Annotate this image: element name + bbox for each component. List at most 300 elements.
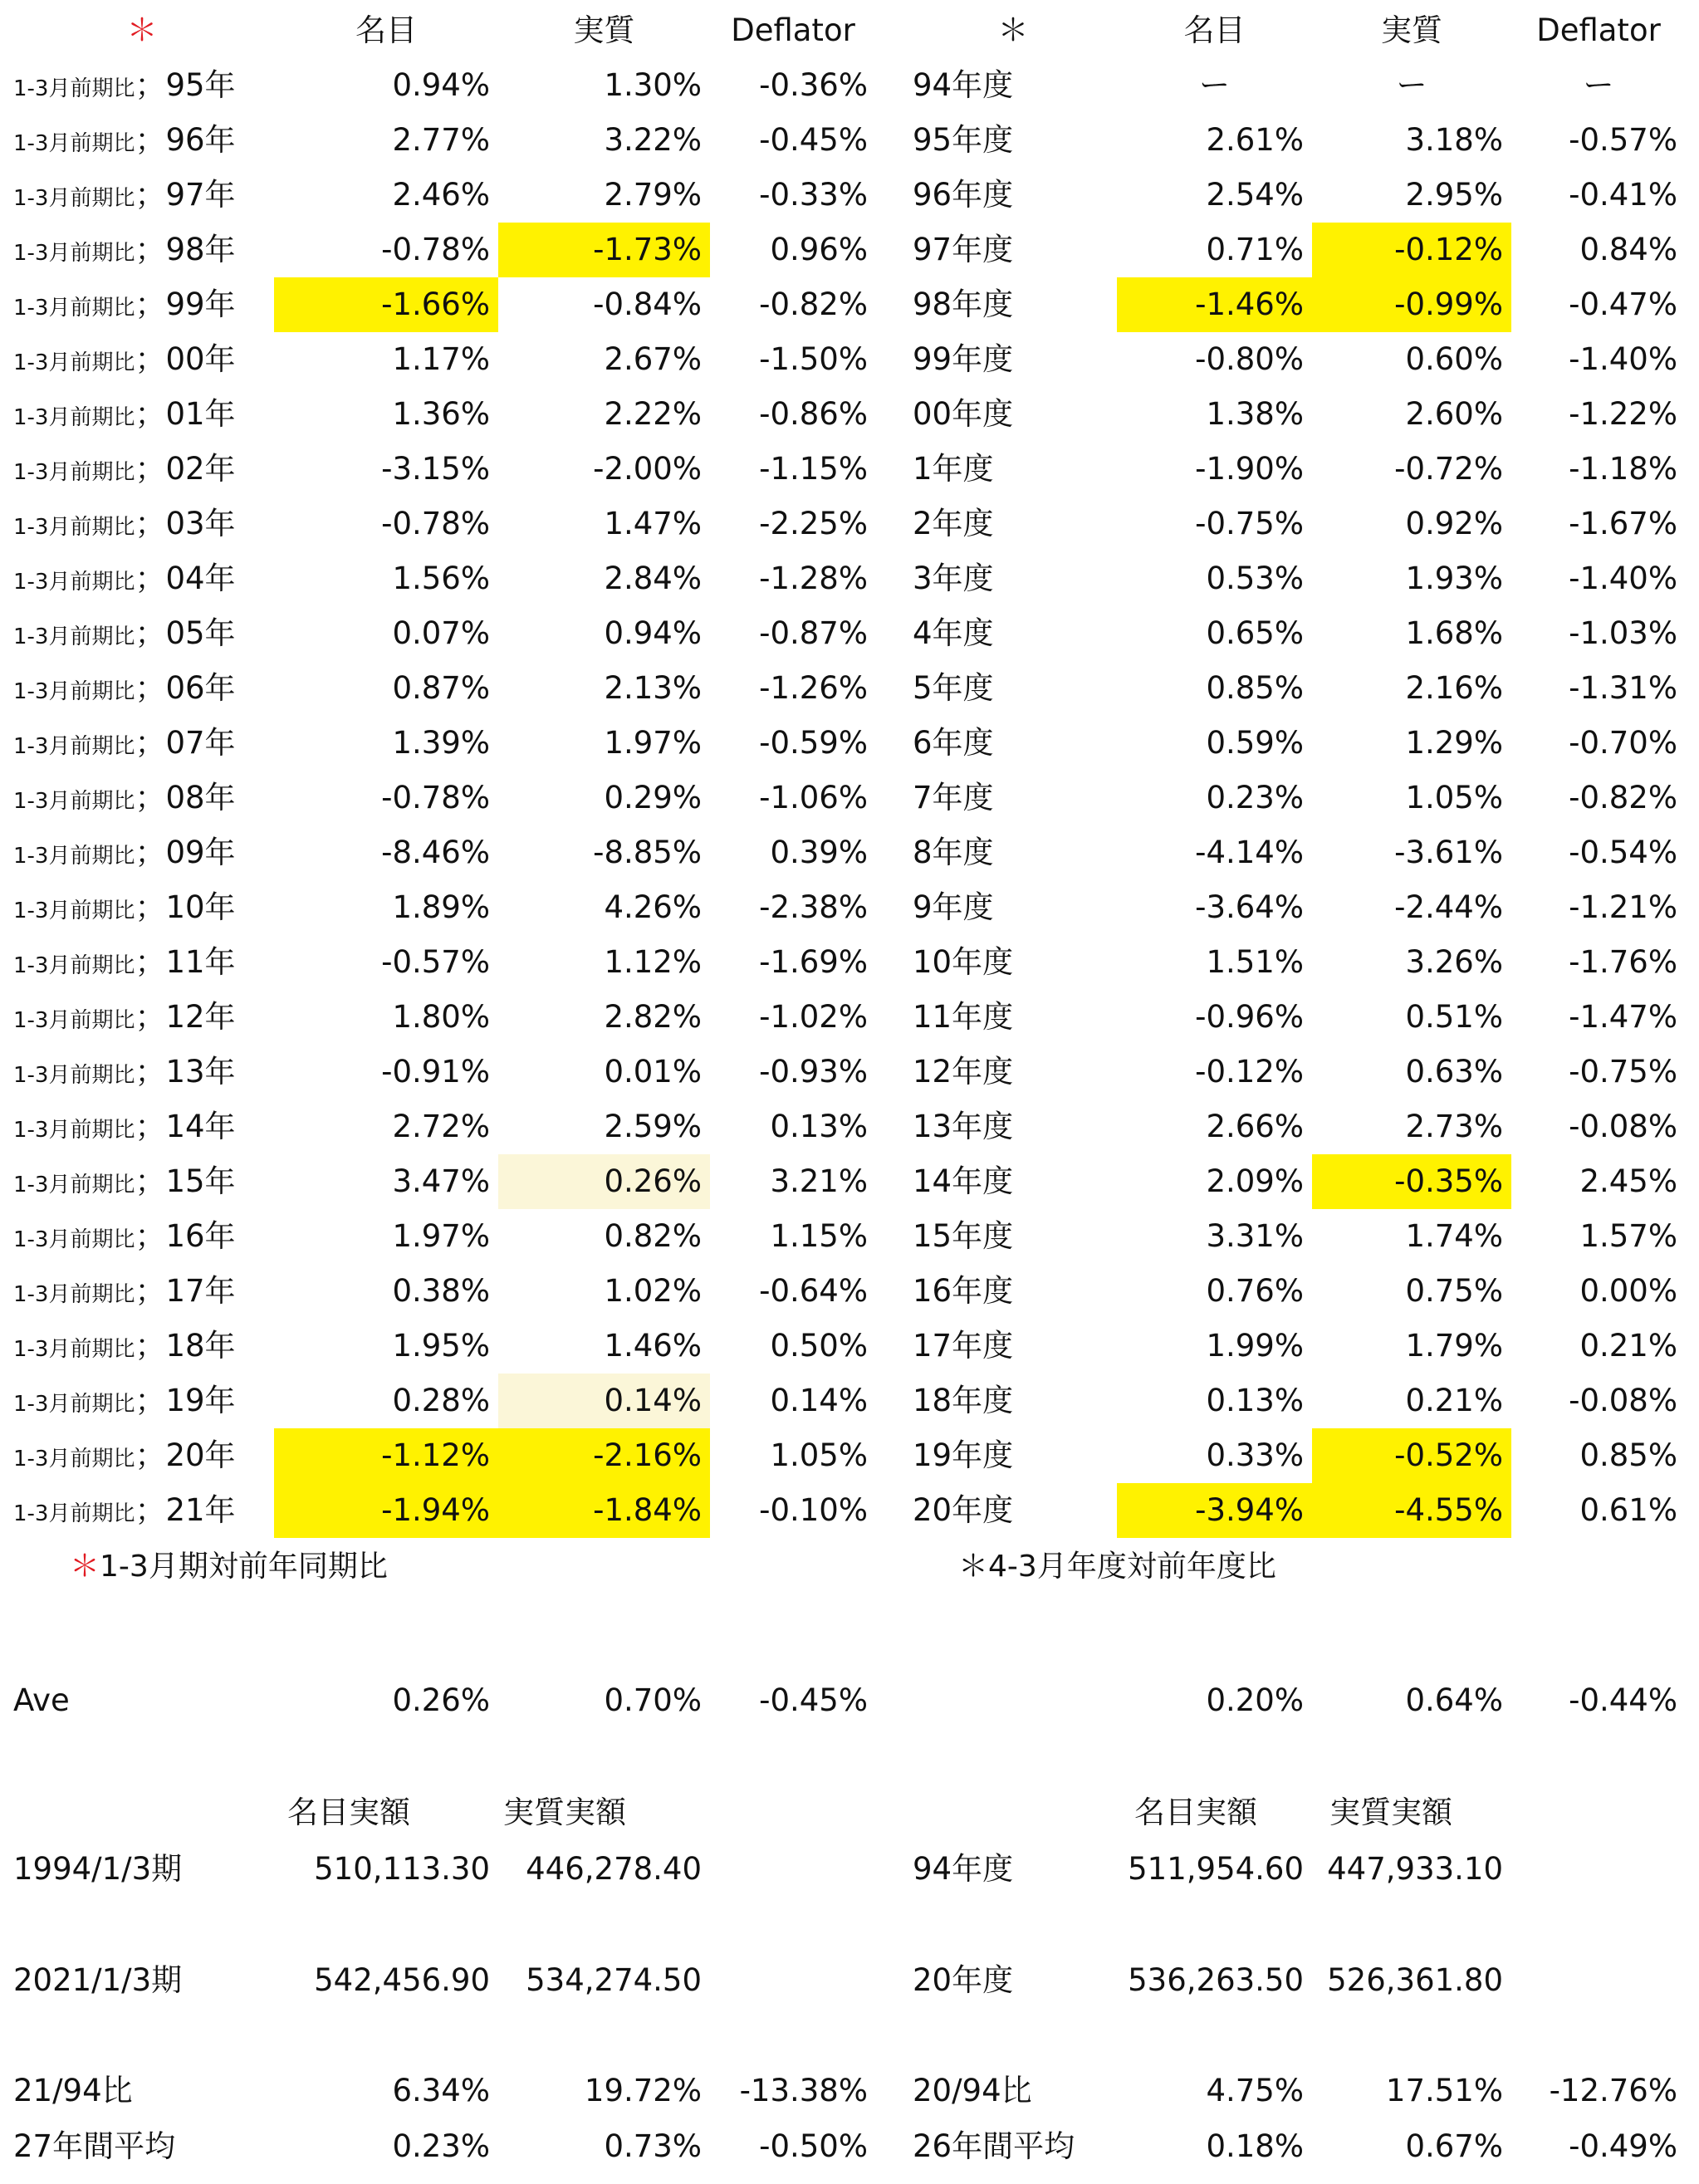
left-cell-deflator: -2.25% [759,506,868,541]
left-cell-real: 1.97% [604,725,702,761]
row-year: ；05年 [135,615,236,651]
left-cell-real: -1.73% [498,223,710,277]
right-cell-real: -0.52% [1312,1428,1511,1483]
row-prefix: 1-3月前期比 [13,953,135,978]
left-cell-nominal: 1.95% [392,1328,490,1364]
right-cell-deflator: -1.31% [1569,670,1677,706]
right-cell-deflator: 0.84% [1579,232,1677,267]
left-amount-nominal: 510,113.30 [314,1851,490,1887]
left-ratio-nominal: 6.34% [392,2073,490,2108]
row-year: ；13年 [135,1054,236,1090]
left-cell-real: 2.13% [604,670,702,706]
right-cell-deflator: -0.08% [1569,1383,1677,1418]
left-header-star: ＊ [126,12,158,48]
left-cell-real: 1.46% [604,1328,702,1364]
left-row-label [10,58,274,113]
right-ave-deflator: -0.44% [1569,1682,1677,1718]
right-cell-nominal: -3.94% [1117,1483,1312,1538]
row-prefix: 1-3月前期比 [13,1118,135,1143]
left-row-label [10,1319,274,1374]
left-row-label [10,387,274,442]
left-cell-nominal: 0.28% [392,1383,490,1418]
right-cell-nominal: -0.96% [1195,999,1304,1035]
left-cell-deflator: -1.15% [759,451,868,487]
right-avg-label: 26年間平均 [913,2128,1075,2164]
right-cell-deflator: -1.40% [1569,561,1677,596]
row-year: ；02年 [135,451,236,487]
row-year: ；12年 [135,999,236,1035]
right-cell-real: -4.55% [1312,1483,1511,1538]
left-cell-nominal: -8.46% [381,835,490,870]
right-cell-deflator: -0.70% [1569,725,1677,761]
right-cell-real: 1.79% [1405,1328,1503,1364]
right-cell-deflator: -1.21% [1569,889,1677,925]
left-cell-deflator: 0.39% [770,835,868,870]
left-header-deflator: Deflator [731,12,855,48]
right-row-label: 4年度 [913,615,994,651]
right-header-deflator: Deflator [1536,12,1661,48]
right-amount-header-real: 実質実額 [1329,1795,1452,1830]
right-row-label: 12年度 [913,1054,1014,1090]
right-cell-nominal: -0.80% [1195,341,1304,377]
right-amount-nominal: 511,954.60 [1128,1851,1304,1887]
right-amount-label: 20年度 [913,1962,1014,1998]
left-amount-header-real: 実質実額 [503,1795,626,1830]
left-cell-nominal: -1.66% [274,277,498,332]
left-cell-nominal: 1.39% [392,725,490,761]
right-avg-real: 0.67% [1405,2128,1503,2164]
left-row-label [10,771,274,825]
right-cell-real: 0.51% [1405,999,1503,1035]
right-cell-deflator: -0.41% [1569,177,1677,213]
row-year: ；15年 [135,1163,236,1199]
left-cell-nominal: 2.46% [392,177,490,213]
right-cell-real: -2.44% [1394,889,1503,925]
row-year: ；09年 [135,835,236,870]
left-cell-nominal: -1.12% [274,1428,498,1483]
right-cell-nominal: -0.75% [1195,506,1304,541]
left-cell-real: 0.82% [604,1218,702,1254]
row-year: ；10年 [135,889,236,925]
left-cell-real: 1.47% [604,506,702,541]
left-cell-real: 2.79% [604,177,702,213]
row-prefix: 1-3月前期比 [13,1447,135,1472]
row-prefix: 1-3月前期比 [13,350,135,375]
ave-label: Ave [13,1682,70,1718]
left-cell-deflator: 3.21% [770,1163,868,1199]
row-prefix: 1-3月前期比 [13,131,135,156]
left-ratio-deflator: -13.38% [739,2073,868,2108]
left-cell-nominal: 2.72% [392,1109,490,1144]
left-cell-nominal: 0.38% [392,1273,490,1309]
left-avg-deflator: -0.50% [759,2128,868,2164]
left-ave-nominal: 0.26% [392,1682,490,1718]
left-row-label [10,1483,274,1538]
right-cell-nominal: -3.64% [1195,889,1304,925]
right-cell-real: 1.68% [1405,615,1503,651]
row-prefix: 1-3月前期比 [13,789,135,814]
left-row-label [10,277,274,332]
left-cell-deflator: 0.50% [770,1328,868,1364]
left-cell-deflator: -2.38% [759,889,868,925]
right-row-label: 16年度 [913,1273,1014,1309]
row-year: ；96年 [135,122,236,158]
right-header-real: 実質 [1381,12,1442,48]
right-cell-deflator: -0.47% [1569,286,1677,322]
left-amount-label: 2021/1/3期 [13,1962,183,1998]
left-cell-real: 0.94% [604,615,702,651]
right-row-label: 98年度 [913,286,1014,322]
right-row-label: 11年度 [913,999,1014,1035]
row-prefix: 1-3月前期比 [13,570,135,595]
right-cell-nominal: 2.66% [1206,1109,1304,1144]
row-year: ；99年 [135,286,236,322]
row-prefix: 1-3月前期比 [13,1063,135,1088]
right-cell-deflator: -1.22% [1569,396,1677,432]
row-prefix: 1-3月前期比 [13,460,135,485]
left-row-label [10,168,274,223]
row-prefix: 1-3月前期比 [13,241,135,266]
right-avg-deflator: -0.49% [1569,2128,1677,2164]
right-cell-real: -3.61% [1394,835,1503,870]
right-cell-deflator: -0.08% [1569,1109,1677,1144]
left-row-label [10,1428,274,1483]
left-header-real: 実質 [573,12,635,48]
row-year: ；98年 [135,232,236,267]
row-prefix: 1-3月前期比 [13,624,135,649]
left-row-label [10,990,274,1045]
row-prefix: 1-3月前期比 [13,844,135,869]
row-year: ；00年 [135,341,236,377]
right-cell-nominal: -0.12% [1195,1054,1304,1090]
left-cell-real: 1.30% [604,67,702,103]
left-row-label [10,606,274,661]
right-cell-real: 1.05% [1405,780,1503,815]
right-row-label: 6年度 [913,725,994,761]
row-year: ；11年 [135,944,236,980]
right-cell-nominal: 1.99% [1206,1328,1304,1364]
right-cell-nominal: 3.31% [1206,1218,1304,1254]
left-row-label [10,497,274,551]
right-row-label: 99年度 [913,341,1014,377]
right-cell-deflator: -1.03% [1569,615,1677,651]
left-row-label [10,113,274,168]
right-row-label: 97年度 [913,232,1014,267]
right-row-label: 19年度 [913,1437,1014,1473]
left-cell-real: 2.82% [604,999,702,1035]
right-cell-deflator: 1.57% [1579,1218,1677,1254]
left-cell-real: 2.59% [604,1109,702,1144]
left-amount-label: 1994/1/3期 [13,1851,183,1887]
row-year: ；06年 [135,670,236,706]
left-cell-real: 0.26% [498,1154,710,1209]
left-cell-real: 2.84% [604,561,702,596]
left-cell-deflator: -1.69% [759,944,868,980]
left-cell-real: 0.29% [604,780,702,815]
left-cell-real: -1.84% [498,1483,710,1538]
row-year: ；20年 [135,1437,236,1473]
left-cell-nominal: -0.78% [381,506,490,541]
left-cell-nominal: 3.47% [392,1163,490,1199]
right-row-label: 5年度 [913,670,994,706]
right-footnote [955,1540,1536,1594]
row-year: ；07年 [135,725,236,761]
left-cell-nominal: 1.56% [392,561,490,596]
right-row-label: 2年度 [913,506,994,541]
left-amount-real: 534,274.50 [526,1962,702,1998]
left-cell-nominal: 0.94% [392,67,490,103]
row-year: ；19年 [135,1383,236,1418]
left-ratio-label: 21/94比 [13,2073,133,2108]
right-cell-real: 1.74% [1405,1218,1503,1254]
left-cell-nominal: -0.78% [381,232,490,267]
left-cell-deflator: 0.13% [770,1109,868,1144]
left-avg-nominal: 0.23% [392,2128,490,2164]
right-cell-deflator: ー [1583,67,1614,103]
row-prefix: 1-3月前期比 [13,1501,135,1526]
left-amount-real: 446,278.40 [526,1851,702,1887]
left-row-label [10,935,274,990]
row-prefix: 1-3月前期比 [13,679,135,704]
right-cell-deflator: -1.47% [1569,999,1677,1035]
left-cell-deflator: -0.59% [759,725,868,761]
right-row-label: 14年度 [913,1163,1014,1199]
right-row-label: 96年度 [913,177,1014,213]
right-cell-deflator: 2.45% [1579,1163,1677,1199]
row-year: ；08年 [135,780,236,815]
asterisk-icon: ＊ [70,1550,100,1584]
left-row-label [10,1209,274,1264]
right-amount-real: 526,361.80 [1327,1962,1503,1998]
right-cell-nominal: 0.71% [1206,232,1304,267]
row-year: ；95年 [135,67,236,103]
right-cell-nominal: 0.85% [1206,670,1304,706]
left-cell-nominal: 0.07% [392,615,490,651]
right-row-label: 20年度 [913,1492,1014,1528]
row-year: ；01年 [135,396,236,432]
right-cell-nominal: 0.76% [1206,1273,1304,1309]
right-cell-nominal: 2.61% [1206,122,1304,158]
right-cell-nominal: 0.59% [1206,725,1304,761]
left-cell-real: 0.01% [604,1054,702,1090]
right-cell-real: 0.21% [1405,1383,1503,1418]
left-cell-deflator: -0.93% [759,1054,868,1090]
left-row-label [10,1374,274,1428]
right-cell-nominal: 2.09% [1206,1163,1304,1199]
right-cell-deflator: 0.61% [1579,1492,1677,1528]
left-cell-nominal: 1.89% [392,889,490,925]
left-cell-deflator: -1.06% [759,780,868,815]
left-amount-header-nominal: 名目実額 [287,1795,410,1830]
right-cell-deflator: 0.85% [1579,1437,1677,1473]
left-cell-nominal: -0.78% [381,780,490,815]
left-cell-deflator: -0.36% [759,67,868,103]
footnote-text: 1-3月期対前年同期比 [100,1550,388,1584]
left-cell-deflator: -0.33% [759,177,868,213]
right-cell-deflator: -0.57% [1569,122,1677,158]
left-cell-real: -2.00% [593,451,702,487]
left-cell-deflator: -0.45% [759,122,868,158]
right-row-label: 9年度 [913,889,994,925]
right-cell-real: 0.92% [1405,506,1503,541]
right-row-label: 95年度 [913,122,1014,158]
left-avg-label: 27年間平均 [13,2128,176,2164]
left-row-label [10,1099,274,1154]
right-header-star: ＊ [997,12,1029,48]
row-prefix: 1-3月前期比 [13,1008,135,1033]
right-header-nominal: 名目 [1183,12,1246,48]
right-cell-nominal: -1.46% [1117,277,1312,332]
right-row-label: 17年度 [913,1328,1014,1364]
right-cell-nominal: -4.14% [1195,835,1304,870]
right-cell-nominal: 1.38% [1206,396,1304,432]
left-cell-real: 3.22% [604,122,702,158]
right-cell-nominal: 2.54% [1206,177,1304,213]
left-cell-deflator: -0.10% [759,1492,868,1528]
left-ratio-real: 19.72% [584,2073,702,2108]
left-cell-deflator: -0.82% [759,286,868,322]
left-cell-deflator: -1.26% [759,670,868,706]
left-row-label [10,1154,274,1209]
left-ave-real: 0.70% [604,1682,702,1718]
left-header-nominal: 名目 [355,12,417,48]
row-prefix: 1-3月前期比 [13,405,135,430]
left-cell-deflator: -0.87% [759,615,868,651]
right-cell-nominal: 0.13% [1206,1383,1304,1418]
right-ratio-label: 20/94比 [913,2073,1032,2108]
right-row-label: 10年度 [913,944,1014,980]
right-cell-deflator: -1.18% [1569,451,1677,487]
left-row-label [10,1264,274,1319]
left-cell-deflator: -1.28% [759,561,868,596]
left-cell-real: 2.22% [604,396,702,432]
right-avg-nominal: 0.18% [1206,2128,1304,2164]
right-ave-real: 0.64% [1405,1682,1503,1718]
row-year: ；04年 [135,561,236,596]
left-cell-deflator: -0.64% [759,1273,868,1309]
right-cell-real: 2.95% [1405,177,1503,213]
right-row-label: 18年度 [913,1383,1014,1418]
row-year: ；21年 [135,1492,236,1528]
row-prefix: 1-3月前期比 [13,515,135,540]
right-cell-real: -0.35% [1312,1154,1511,1209]
left-footnote [66,1540,565,1594]
left-row-label [10,880,274,935]
footnote-text: 4-3月年度対前年度比 [988,1550,1276,1584]
left-cell-nominal: -0.57% [381,944,490,980]
right-cell-deflator: -1.76% [1569,944,1677,980]
right-row-label: 94年度 [913,67,1014,103]
right-cell-real: 0.60% [1405,341,1503,377]
right-cell-nominal: 0.23% [1206,780,1304,815]
right-row-label: 3年度 [913,561,994,596]
right-cell-deflator: -0.54% [1569,835,1677,870]
left-cell-deflator: 1.05% [770,1437,868,1473]
left-cell-real: 1.12% [604,944,702,980]
left-cell-nominal: 0.87% [392,670,490,706]
right-row-label: 8年度 [913,835,994,870]
left-cell-nominal: -3.15% [381,451,490,487]
right-amount-real: 447,933.10 [1327,1851,1503,1887]
left-cell-deflator: -0.86% [759,396,868,432]
row-prefix: 1-3月前期比 [13,296,135,321]
row-prefix: 1-3月前期比 [13,1337,135,1362]
left-cell-real: 2.67% [604,341,702,377]
right-cell-nominal: ー [1199,67,1230,103]
left-row-label [10,442,274,497]
right-cell-real: -0.99% [1312,277,1511,332]
left-cell-real: 0.14% [498,1374,710,1428]
left-row-label [10,1045,274,1099]
right-cell-nominal: 1.51% [1206,944,1304,980]
left-cell-nominal: 2.77% [392,122,490,158]
asterisk-icon: ＊ [958,1550,989,1584]
left-row-label [10,551,274,606]
row-year: ；03年 [135,506,236,541]
right-amount-nominal: 536,263.50 [1128,1962,1304,1998]
right-row-label: 1年度 [913,451,994,487]
right-cell-deflator: -1.67% [1569,506,1677,541]
left-row-label [10,716,274,771]
right-cell-real: 3.18% [1405,122,1503,158]
right-cell-real: 1.93% [1405,561,1503,596]
row-prefix: 1-3月前期比 [13,1392,135,1417]
right-cell-real: -0.12% [1312,223,1511,277]
right-cell-deflator: -1.40% [1569,341,1677,377]
left-cell-nominal: 1.17% [392,341,490,377]
right-row-label: 00年度 [913,396,1014,432]
left-cell-deflator: 1.15% [770,1218,868,1254]
left-cell-real: 4.26% [604,889,702,925]
left-row-label [10,223,274,277]
left-cell-nominal: -0.91% [381,1054,490,1090]
left-cell-deflator: 0.14% [770,1383,868,1418]
row-prefix: 1-3月前期比 [13,734,135,759]
left-cell-deflator: -1.50% [759,341,868,377]
right-cell-real: ー [1396,67,1427,103]
row-prefix: 1-3月前期比 [13,1173,135,1197]
left-cell-real: -2.16% [498,1428,710,1483]
right-cell-real: 2.60% [1405,396,1503,432]
right-cell-nominal: 0.53% [1206,561,1304,596]
left-cell-deflator: 0.96% [770,232,868,267]
right-ratio-deflator: -12.76% [1549,2073,1677,2108]
row-year: ；14年 [135,1109,236,1144]
right-cell-deflator: 0.00% [1579,1273,1677,1309]
right-row-label: 7年度 [913,780,994,815]
right-cell-real: 2.16% [1405,670,1503,706]
right-cell-nominal: 0.33% [1206,1437,1304,1473]
row-prefix: 1-3月前期比 [13,899,135,923]
row-year: ；97年 [135,177,236,213]
right-cell-real: 1.29% [1405,725,1503,761]
left-cell-nominal: 1.97% [392,1218,490,1254]
left-cell-deflator: -1.02% [759,999,868,1035]
left-cell-real: -8.85% [593,835,702,870]
left-row-label [10,825,274,880]
row-year: ；18年 [135,1328,236,1364]
right-ratio-nominal: 4.75% [1206,2073,1304,2108]
left-cell-real: 1.02% [604,1273,702,1309]
right-cell-real: -0.72% [1394,451,1503,487]
right-cell-real: 0.75% [1405,1273,1503,1309]
left-cell-nominal: 1.36% [392,396,490,432]
left-row-label [10,661,274,716]
left-cell-nominal: -1.94% [274,1483,498,1538]
row-prefix: 1-3月前期比 [13,186,135,211]
right-cell-real: 3.26% [1405,944,1503,980]
right-cell-nominal: -1.90% [1195,451,1304,487]
